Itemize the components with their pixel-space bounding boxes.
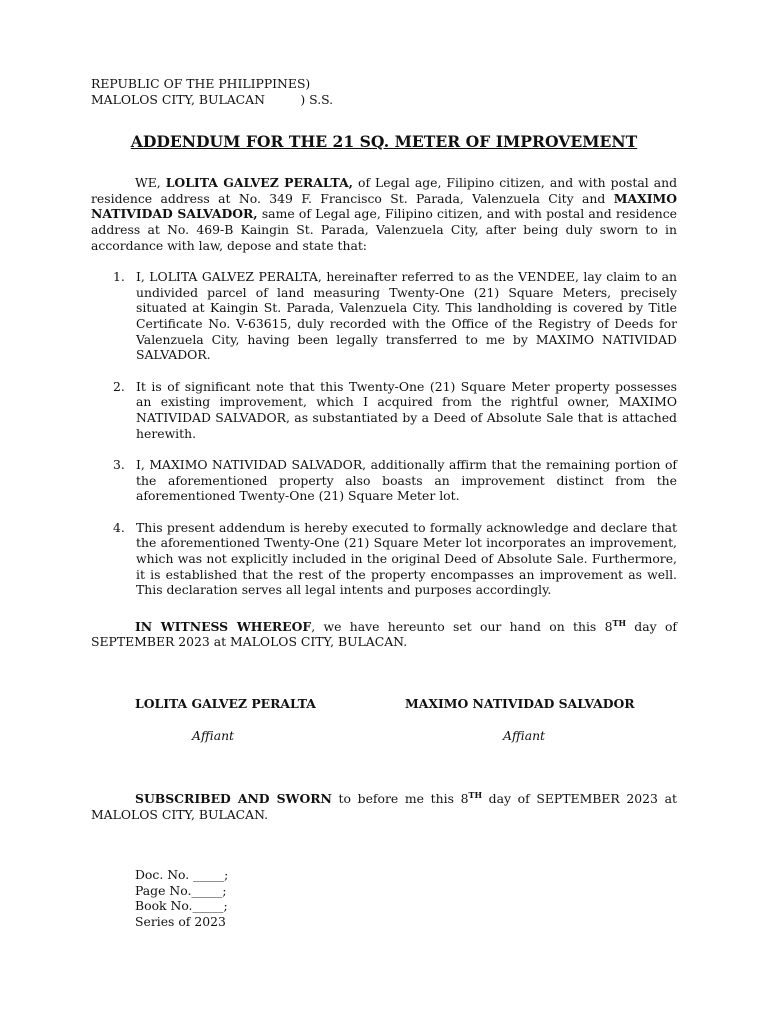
jurat-text-1: to before me this 8 xyxy=(331,791,469,807)
statement-list xyxy=(91,269,677,598)
document-page xyxy=(91,76,677,930)
jurat-ordinal-suffix: TH xyxy=(468,790,482,801)
witness-paragraph xyxy=(91,619,677,650)
jurat-text-2: day of SEPTEMBER 2023 at MALOLOS CITY, BULACAN. xyxy=(91,791,677,822)
affiant-name-2: MAXIMO NATIVIDAD SALVADOR, xyxy=(91,190,677,222)
witness-text-1: , we have hereunto set our hand on this 8 xyxy=(311,618,613,634)
list-item-text: I, MAXIMO NATIVIDAD SALVADOR, additionally affirm that the remaining portion of the aforementioned property also boasts an improvement distinct from the aforementioned Twenty-One (21) Square Meter lot. xyxy=(136,457,677,504)
list-item xyxy=(91,520,677,598)
book-number: Book No._____; xyxy=(135,898,228,914)
jurat-paragraph xyxy=(91,791,677,822)
notarial-register xyxy=(135,867,677,929)
list-item-number: 2. xyxy=(113,378,125,394)
list-item-number: 3. xyxy=(113,457,125,473)
intro-we: WE, xyxy=(135,175,166,191)
list-item xyxy=(91,269,677,363)
list-item-text: This present addendum is hereby executed to formally acknowledge and declare that the aforementioned Twenty-One (21) Square Meter lot incorporates an improvement, which was not explicitly included in the original Deed of Absolute Sale. Furthermore, it is established that the rest of the property encompasses an improvement as well. This declaration serves all legal intents and purposes accordingly. xyxy=(136,519,677,598)
signature-block xyxy=(91,696,677,756)
list-item xyxy=(91,457,677,504)
affiant-name-1: LOLITA GALVEZ PERALTA, xyxy=(165,175,353,191)
series-year: Series of 2023 xyxy=(135,914,226,929)
signatory-1 xyxy=(135,696,316,743)
signatory-2 xyxy=(405,696,635,743)
list-item-number: 1. xyxy=(113,269,125,285)
witness-lead: IN WITNESS WHEREOF xyxy=(135,618,312,634)
venue-caption xyxy=(91,76,677,107)
witness-text-2: day of SEPTEMBER 2023 at MALOLOS CITY, BULACAN. xyxy=(91,618,677,650)
intro-paragraph xyxy=(91,175,677,253)
signatory-role: Affiant xyxy=(503,727,546,743)
intro-text-1: of Legal age, Filipino citizen, and with postal and residence address at No. 349 F. Francisco St. Parada, Valenzuela City and xyxy=(91,175,677,206)
doc-number: Doc. No. _____; xyxy=(135,867,229,883)
list-item-text: I, LOLITA GALVEZ PERALTA, hereinafter referred to as the VENDEE, lay claim to an undivided parcel of land measuring Twenty-One (21) Square Meters, precisely situated at Kaingin St. Parada, Valenzuela City. This landholding is covered by Title Certificate No. V-63615, duly recorded with the Office of the Registry of Deeds for Valenzuela City, having been legally transferred to me by MAXIMO NATIVIDAD SALVADOR. xyxy=(136,269,677,363)
caption-line-city: MALOLOS CITY, BULACAN ) S.S. xyxy=(91,91,334,107)
signatory-name: MAXIMO NATIVIDAD SALVADOR xyxy=(405,696,635,712)
document-title: ADDENDUM FOR THE 21 SQ. METER OF IMPROVEMENT xyxy=(130,132,638,152)
witness-ordinal-suffix: TH xyxy=(612,617,626,628)
list-item-number: 4. xyxy=(113,519,125,535)
intro-text-2: same of Legal age, Filipino citizen, and with postal and residence address at No. 469-B Kaingin St. Parada, Valenzuela City, after being duly sworn to in accordance with law, depose and state that: xyxy=(91,206,677,253)
jurat-lead: SUBSCRIBED AND SWORN xyxy=(135,791,332,807)
list-item xyxy=(91,379,677,441)
signatory-name: LOLITA GALVEZ PERALTA xyxy=(135,696,316,712)
page-number: Page No._____; xyxy=(135,882,227,898)
list-item-text: It is of significant note that this Twenty-One (21) Square Meter property possesses an existing improvement, which I acquired from the rightful owner, MAXIMO NATIVIDAD SALVADOR, as substantiated by a Deed of Absolute Sale that is attached herewith. xyxy=(136,378,677,441)
caption-line-republic: REPUBLIC OF THE PHILIPPINES) xyxy=(91,76,311,91)
signatory-role: Affiant xyxy=(192,727,235,743)
